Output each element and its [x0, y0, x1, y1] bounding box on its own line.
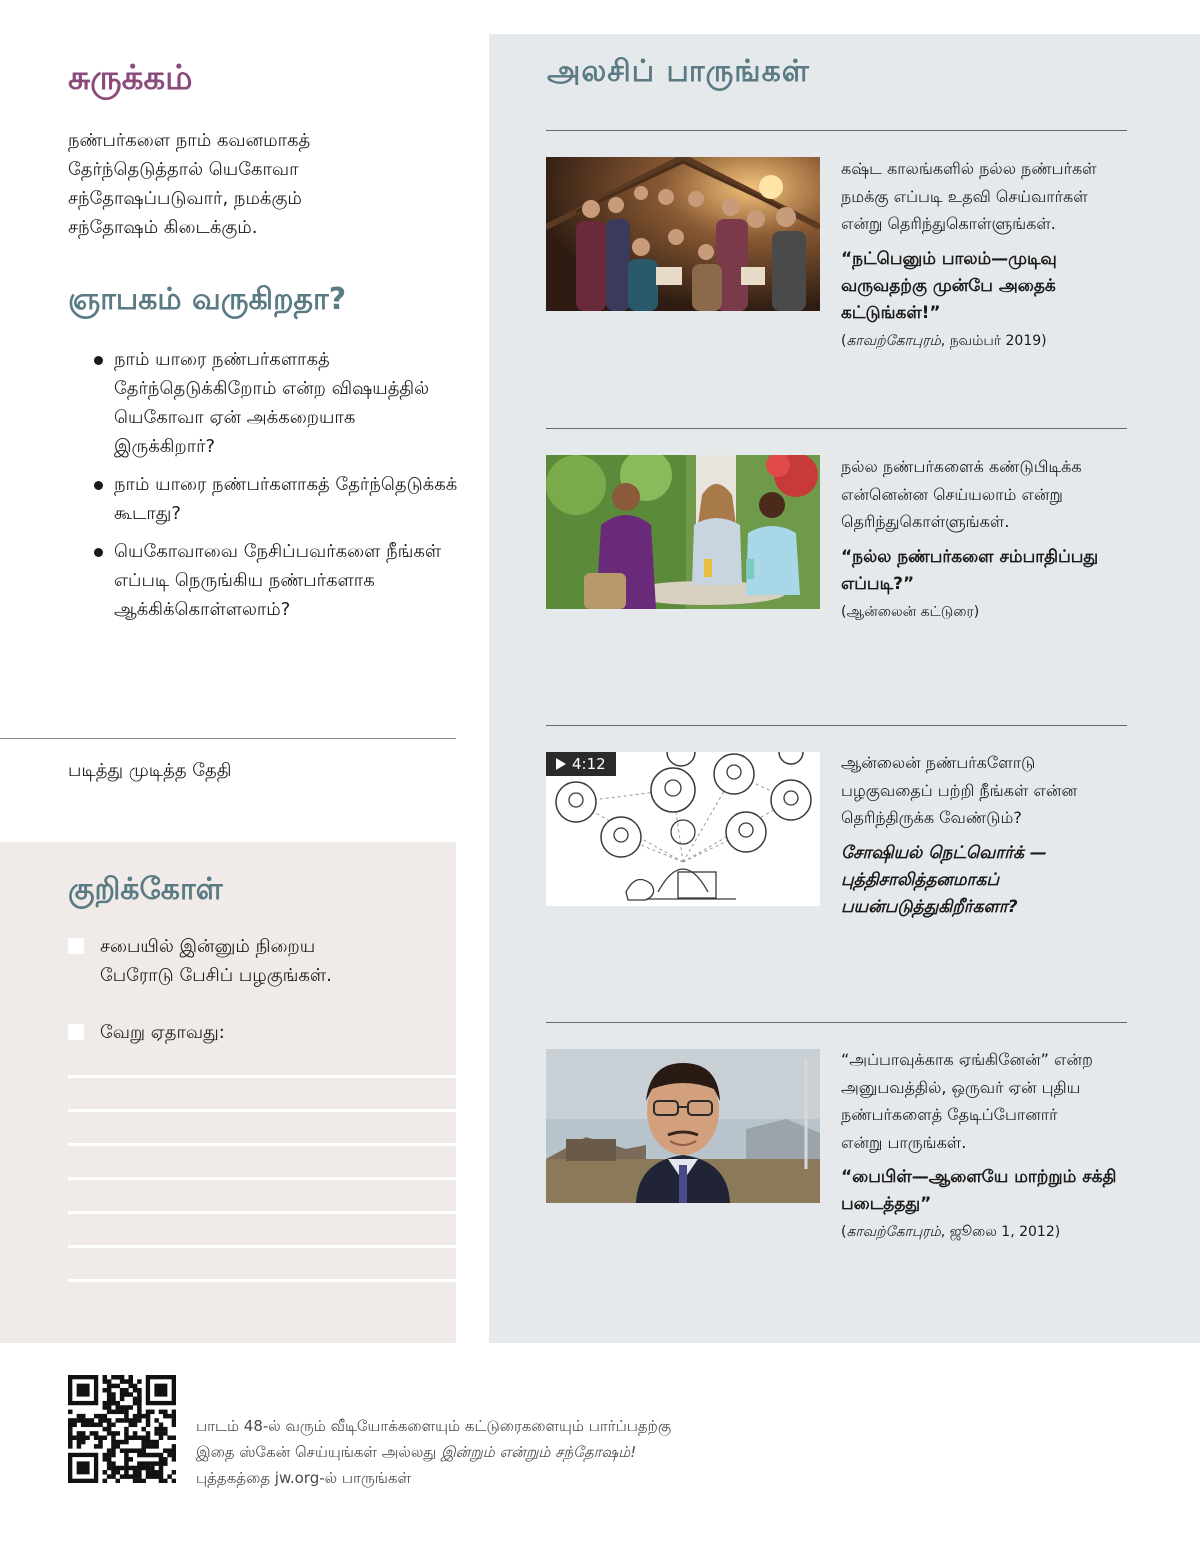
- explore-item-link[interactable]: “நட்பெனும் பாலம்—முடிவு வருவதற்கு முன்பே அதைக் கட்டுங்கள்!”: [841, 248, 1057, 323]
- explore-item-source: (ஆன்லைன் கட்டுரை): [841, 603, 980, 620]
- completed-date-label: படித்து முடித்த தேதி: [68, 760, 232, 781]
- explore-item-text: [841, 155, 1131, 353]
- divider: [0, 738, 456, 739]
- explore-item-source: (காவற்கோபுரம், ஜூலை 1, 2012): [841, 1224, 1061, 1240]
- divider: [546, 130, 1127, 131]
- explore-item-text: [841, 749, 1131, 921]
- goal-label: சபையில் இன்னும் நிறைய பேரோடு பேசிப் பழகுங்கள்.: [100, 936, 332, 986]
- goal-item: [68, 1018, 225, 1047]
- footer-text: பாடம் 48-ல் வரும் வீடியோக்களையும் கட்டுரைகளையும் பார்ப்பதற்கு இதை ஸ்கேன் செய்யுங்கள் அல்லது இன்றும் என்றும் சந்தோஷம்! புத்தகத்தை jw.org-ல் பாருங்கள்: [196, 1417, 672, 1487]
- video-duration-badge: [546, 752, 616, 776]
- explore-title: அலசிப் பாருங்கள்: [547, 54, 810, 89]
- friends-talking-photo[interactable]: [546, 455, 820, 609]
- video-thumbnail[interactable]: [546, 752, 820, 906]
- write-in-line[interactable]: [68, 1279, 456, 1282]
- explore-item-text: [841, 1046, 1131, 1244]
- divider: [546, 1022, 1127, 1023]
- write-in-line[interactable]: [68, 1245, 456, 1248]
- divider: [546, 725, 1127, 726]
- explore-item-source: (காவற்கோபுரம், நவம்பர் 2019): [841, 332, 1047, 349]
- goal-checkbox[interactable]: [68, 1024, 84, 1040]
- write-in-line[interactable]: [68, 1177, 456, 1180]
- goal-label: வேறு ஏதாவது:: [100, 1022, 225, 1043]
- recall-question: நாம் யாரை நண்பர்களாகத் தேர்ந்தெடுக்கக் கூடாது?: [92, 470, 462, 528]
- video-duration: 4:12: [572, 755, 606, 773]
- explore-item-link[interactable]: சோஷியல் நெட்வொர்க் —புத்திசாலித்தனமாகப் பயன்படுத்துகிறீர்களா?: [841, 842, 1047, 917]
- recall-title: ஞாபகம் வருகிறதா?: [68, 282, 347, 317]
- goals-panel: [0, 842, 456, 1343]
- explore-item-link[interactable]: “நல்ல நண்பர்களை சம்பாதிப்பது எப்படி?”: [841, 546, 1099, 594]
- explore-item-description: “அப்பாவுக்காக ஏங்கினேன்” என்ற அனுபவத்தில், ஒருவர் ஏன் புதிய நண்பர்களைத் தேடிப்போனார் என்று பாருங்கள்.: [841, 1050, 1093, 1152]
- summary-title: சுருக்கம்: [68, 58, 193, 98]
- write-in-line[interactable]: [68, 1143, 456, 1146]
- write-in-line[interactable]: [68, 1075, 456, 1078]
- goals-title: குறிக்கோள்: [68, 872, 223, 907]
- explore-item-description: நல்ல நண்பர்களைக் கண்டுபிடிக்க என்னென்ன செய்யலாம் என்று தெரிந்துகொள்ளுங்கள்.: [841, 457, 1082, 531]
- book-title: இன்றும் என்றும் சந்தோஷம்!: [441, 1443, 637, 1461]
- publication-name: காவற்கோபுரம்: [846, 332, 941, 349]
- recall-question: யெகோவாவை நேசிப்பவர்களை நீங்கள் எப்படி நெருங்கிய நண்பர்களாக ஆக்கிக்கொள்ளலாம்?: [92, 537, 462, 624]
- attic-meeting-photo[interactable]: [546, 157, 820, 311]
- explore-item-description: ஆன்லைன் நண்பர்களோடு பழகுவதைப் பற்றி நீங்கள் என்ன தெரிந்திருக்க வேண்டும்?: [841, 753, 1077, 827]
- explore-item-text: [841, 453, 1131, 624]
- man-portrait-photo[interactable]: [546, 1049, 820, 1203]
- goal-item: [68, 932, 390, 990]
- explore-item-description: கஷ்ட காலங்களில் நல்ல நண்பர்கள் நமக்கு எப்படி உதவி செய்வார்கள் என்று தெரிந்துகொள்ளுங்கள்.: [841, 159, 1097, 233]
- write-in-line[interactable]: [68, 1109, 456, 1112]
- recall-question: நாம் யாரை நண்பர்களாகத் தேர்ந்தெடுக்கிறோம் என்ற விஷயத்தில் யெகோவா ஏன் அக்கறையாக இருக்கிறார்?: [92, 345, 462, 461]
- summary-text: நண்பர்களை நாம் கவனமாகத் தேர்ந்தெடுத்தால் யெகோவா சந்தோஷப்படுவார், நமக்கும் சந்தோஷம் கிடைக்கும்.: [68, 130, 311, 238]
- divider: [546, 428, 1127, 429]
- goal-checkbox[interactable]: [68, 938, 84, 954]
- recall-question-list: [92, 345, 462, 633]
- publication-name: காவற்கோபுரம்: [846, 1224, 941, 1240]
- play-icon: [556, 758, 566, 770]
- write-in-line[interactable]: [68, 1211, 456, 1214]
- explore-panel: [489, 34, 1200, 1343]
- explore-item-link[interactable]: “பைபிள்—ஆளையே மாற்றும் சக்தி படைத்தது”: [841, 1167, 1117, 1214]
- qr-code[interactable]: [68, 1375, 176, 1483]
